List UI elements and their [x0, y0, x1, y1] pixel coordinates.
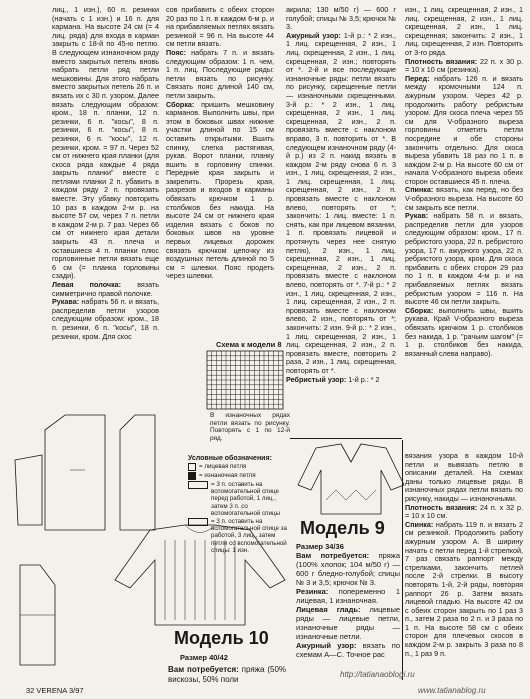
knitting-chart-model-8 [206, 350, 284, 410]
sweater-illustration-model-9 [296, 440, 406, 518]
watermark-1: http://tatianaoblogi.ru [340, 670, 415, 679]
legend-item [188, 481, 288, 517]
schema-note: В изнаночных рядах петли вязать по рисунку. Повторять с 1 по 12-й ряд. [210, 412, 290, 442]
legend-text: = 3 п. оставить на вспомогательной спице перед работой, 1 лиц., затем 3 п. со вспомогательной спицы [211, 481, 280, 517]
divider-horizontal [290, 438, 402, 439]
col4-text: изн., 1 лиц. скрещенная, 2 изн., 1 лиц. скрещенная, 2 изн., 1 лиц. скрещенная, 2 изн., 1 лиц. скрещенная; закончить: 2 изн., 1 лиц. скрещенная, 2 изн. Повторить от 3-го ряда. [405, 5, 523, 57]
col4-density: Плотность вязания: 22 п. x 30 р. = 10 x 10 см (резинка). [405, 56, 523, 75]
legend-text: = 3 п. оставить на вспомогательной спице за работой, 3 лиц., затем петли со вспомогательной спицы: 1 изн. [211, 518, 287, 554]
column-3 [286, 6, 396, 438]
model-10-title: Модель 10 [174, 628, 269, 648]
col5-text: вязания узора в каждом 10-й петли и вывязать петлю в описании деталей. На схемах даны только лицевые ряды. В изнаночных рядах петли вязать по рисунку, накиды — изнаночными. [405, 451, 523, 503]
legend-symbol-icon [188, 472, 196, 480]
col3-lace: Ажурный узор: 1-й р.: * 2 изн., 1 лиц. скрещенная, 2 изн., 1 лиц. скрещенная, 2 изн., 1 лиц. скрещенная, 2 изн.; повторять от *. 2-й и все последующие изнаночные ряды: петли вязать по рисунку, скрещенные петли — изнаночными скрещенными. 3-й р.: * 2 изн., 1 лиц. скрещенная, 2 изн., 1 лиц. скрещенная, 2 изн., 2 п. провязать вместе с наклоном вправо, 3 п. повторить от *. В следующем изнаночном ряду (4-й р.) из 2 п. накид вязать в каждом 2-м ряду снова 6 п. 3 изн., 1 лиц. скрещенная, 2 изн., 1 лиц. скрещенная, 1 лиц. скрещенная, 2 изн., 2 п. провязать вместе с наклоном влево, повторять от *; закончить: 1 лиц. вместе: 1 п. снять, как при лицевом вязании, 1 п. провязать лицевой и протянуть через нее снятую петлю), 2 изн., 1 лиц. скрещенная, 2 изн., 1 лиц. скрещенная, 2 изн., 2 п. провязать вместе с наклоном влево, повторять от *. 7-й р.: * 2 изн., 1 лиц. скрещенная, 2 изн., 1 лиц. скрещенная, 2 изн., 2 п. провязать вместе с наклоном влево, 2 изн., повторять от *; закончить: 2 изн. 9-й р.: * 2 изн., 1 лиц. скрещенная, 2 изн., 1 лиц. скрещенная, 2 изн., 2 п. провязать вместе, повторить 2 раза, 2 изн., 1 лиц. скрещенная, повторять от *. [286, 30, 397, 375]
col4-back: Спинка: вязать, как перед, но без V-образного выреза. На высоте 60 см закрыть все петли. [405, 185, 523, 212]
model-10-size: Размер 40/42 [180, 653, 228, 662]
model-9-title: Модель 9 [300, 518, 385, 538]
legend-item [188, 463, 288, 471]
model-10-need: Вам потребуется: пряжа (50% вискозы, 50% поли [168, 665, 287, 684]
col3-text: акрила; 130 м/50 г) — 600 г голубой; спицы № 3,5; крючок № 3. [286, 5, 396, 32]
col2-belt: Пояс: набрать 7 п. и вязать следующим образом: 1 п. чем, 1 п. лиц. Последующие ряды: петли вязать по рисунку. Связать пояс длиной 140 см, петли закрыть. [166, 47, 274, 100]
col1-text: лиц., 1 изн.), 60 п. резинки (начать с 1 изн.) и 16 п. для кармана. На высоте 24 см (= 4 лиц. ряда) для входа в карман закрыть с 18-й по 45-ю петлю. В следующем изнаночном ряду вместо закрытых петель вновь набрать петли ряд петли мешковины. Для этого набрать вместо закрытых петель 26 п. и вязать их с 30 п. узором. Далее вязать следующим образом: кром., 18 п. планки, 12 п. резинки, 6 п. "косы", 8 п. резинки, 6 п. "косы", 8 п. резинки, 6 п. "косы", 12 п. резинки, кром. = 97 п. Через 52 см от нижнего края планки (для скоса ряда каждые 4 ряда закрыть планки" вместе с петлями планки 2 п. убавить в каждом ряду 2 п. провязать вместе. Эту убавку повторить 10 раз в каждом 2-м р. на высоте 57 см, через 7 п. петли в каждом 2-м р. 7 раз. Через 66 см от нижнего края детали закрыть 43 п. плеча и оставшиеся 4 п. планки плюс горловинные петли вязать еще 6 см (= планка горловины сзади). [52, 5, 159, 281]
col5-density: Плотность вязания: 24 п. x 32 р. = 10 x 10 см. [405, 502, 523, 521]
col2-assembly: Сборка: пришить мешковину карманов. Выполнить швы, при этом в боковых швах нижние участки длиной по 15 см оставить открытыми. Вшить спинку, слегка растягивая, рукав. Ворот планки, планку вшить в горловину спинки. Передние края закрыть и закрепить. Прорезь края, разрезов и входов в карманы обвязать крючком 1 р. столбиков без накида. На высоте 24 см от нижнего края изделия вязать с боков по боковых швов на уровне первых лицевых дорожек связать крючком цепочку из воздушных петель длиной по 5 см = шлевки. Пояс продеть через шлевки. [166, 99, 274, 281]
legend-text: = изнаночная петля [199, 472, 256, 479]
col4-front: Перед: набрать 126 п. и вязать между кромочными 124 п. ажурным узором. Через 42 р. продолжить работу ребристым узором. Для скоса плеча через 55 см для V-образного выреза горловины отметить петли посредине и обе стороны закончить отдельно. Для скоса выреза убавить 18 раз по 1 п. в каждом 2-м р. На высоте 60 см от начала V-образного выреза обеих сторон оставшиеся 45 п. плеча. [405, 73, 523, 186]
column-2 [166, 6, 274, 302]
schema-model-8-title: Схема к модели 8 [216, 340, 282, 349]
column-5 [405, 452, 523, 678]
legend-item [188, 472, 288, 480]
column-4 [405, 6, 523, 446]
col4-assembly: Сборка: выполнить швы, вшить рукава. Край V-образного выреза обвязать крючком 1 р. столбиков без накида, 1 р. "рачьим шагом" (= 1 р. столбиков без накида, вязанный слева направо). [405, 305, 523, 358]
pattern-piece-model-10 [10, 560, 70, 670]
legend-heading: Условные обозначения: [188, 455, 272, 462]
legend-text: = лицевая петля [199, 463, 247, 470]
col1-sleeve: Рукава: набрать 56 п. и вязать, распределив петли узоров следующим образом: кром., 18 п. резинки, 6 п. "косы", 18 п. резинки, кром. Для скос [52, 297, 159, 341]
legend-symbol-icon [188, 463, 196, 471]
sweater-illustration-model-10 [110, 520, 290, 630]
col4-sleeve: Рукав: набрать 58 п. и вязать, распределив петли для узоров следующим образом: кром., 17 п. ребристого узора, 22 п. ребристого узора, 17 п. ажурного узора, 22 п. ребристого узора, кром. Для скоса прибавить с обеих сторон 29 раз по 1 п. в каждом 4-м р. и на прибавляемых петлях вязать ребристым узором = 116 п. На высоте 46 см петли закрыть. [405, 211, 523, 307]
column-1 [52, 5, 159, 341]
page-footer: 32 VERENA 3/97 [26, 686, 84, 695]
col3-rib: Ребристый узор: 1-й р.: * 2 [286, 374, 380, 384]
watermark-2: www.tatianablog.ru [418, 686, 486, 695]
col1-left-front: Левая полочка: вязать симметрично правой полочке. [52, 280, 159, 298]
col2-text: сов прибавить с обеих сторон 20 раз по 1 п. в каждом 6-м р. и на прибавляемых петлях вязать резинкой = 96 п. На высоте 44 см петли вязать. [166, 5, 274, 49]
divider-vertical [402, 440, 403, 680]
model-9-text: Размер 34/36 Вам потребуется: пряжа (100% хлопок; 104 м/50 г) — 600 г бледно-голубой; спицы № 3 и 3,5; крючок № 3. Резинка: попеременно 1 лицевая, 1 изнаночная. Лицевая гладь: лицевые ряды — лицевые петли, изнаночные ряды — изнаночные петли. Ажурный узор: вязать по схемам А—С. Точное рас [296, 542, 400, 659]
col5-back: Спинка: набрать 119 п. и вязать 2 см резинкой. Продолжить работу ажурным узором А. В ширину начать с петли перед 1-й стрелкой, 7 раз связать раппорт между стрелками, закончить петлей после 2-й стрелки. В высоту повторять 1-й, 2-й ряды, повторяя раппорт 26 р. Затем вязать лицевой гладью. На высоте 42 см с обеих сторон закрыть по 1 раз 3 п., затем 2 раза по 2 п. и 3 раза по 1 п. На высоте 58 см с обеих сторон для плечевых скосов в каждом 2-м р. закрыть 3 раза по 8 п., 1 раз 9 п. [405, 519, 523, 658]
legend-symbol-icon [188, 481, 208, 489]
